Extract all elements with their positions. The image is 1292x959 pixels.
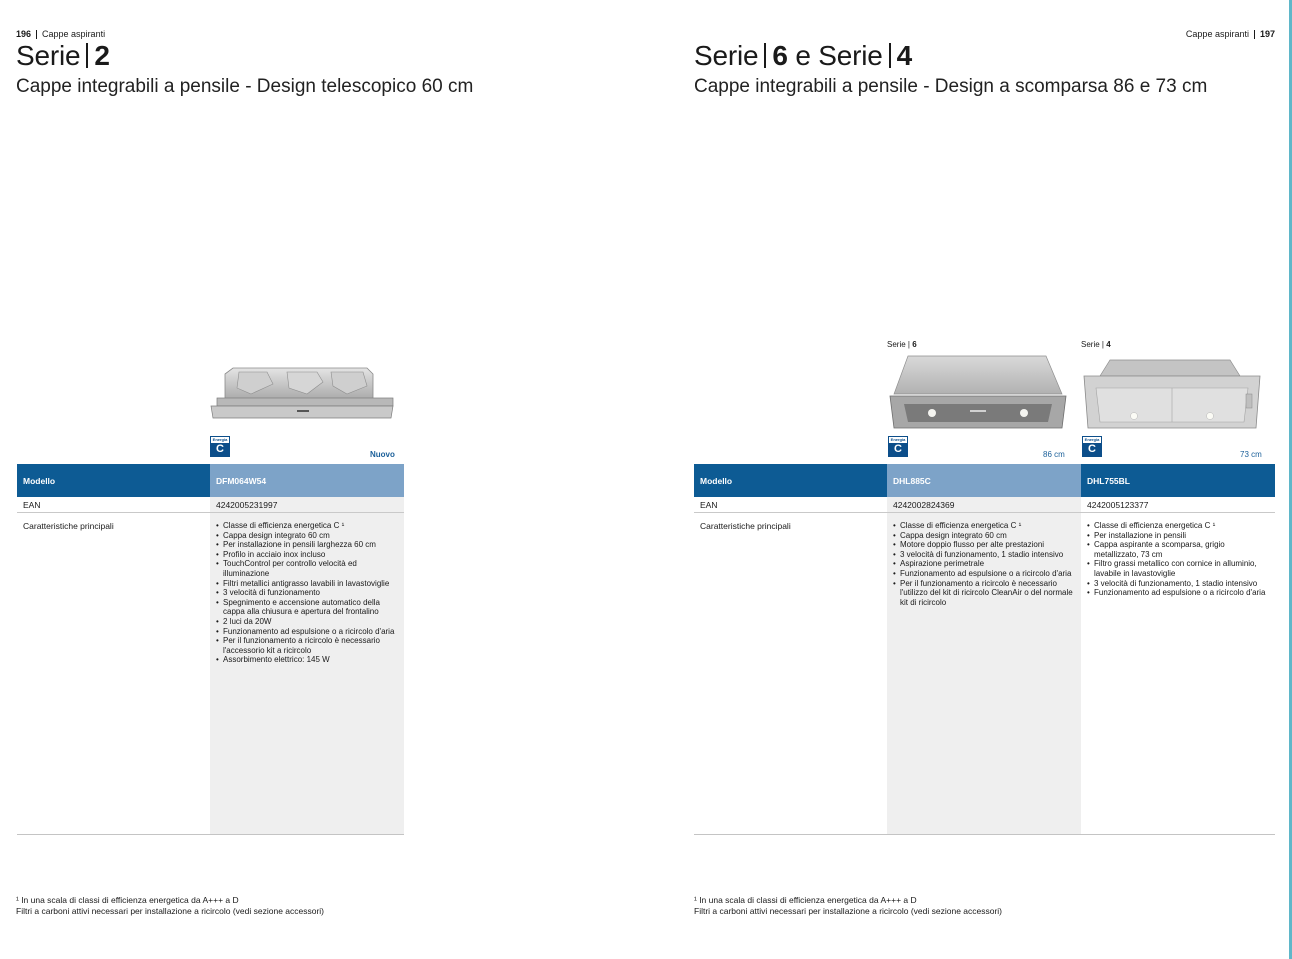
- feature-item: • Cappa design integrato 60 cm: [216, 531, 398, 541]
- feature-item: • Classe di efficienza energetica C ¹: [216, 521, 398, 531]
- model-header: Modello: [23, 476, 56, 486]
- energy-class: C: [1088, 443, 1096, 455]
- energy-label-icon: [210, 436, 230, 457]
- hood-dhl755bl-image: [1080, 358, 1264, 432]
- energy-class: C: [216, 443, 224, 455]
- model-name: DHL755BL: [1087, 476, 1130, 486]
- size-label: 73 cm: [1240, 450, 1262, 459]
- energy-label-caption: Energia: [212, 437, 228, 442]
- page-title: [694, 40, 912, 72]
- feature-item: • Per il funzionamento a ricircolo è necessario l'utilizzo del kit di ricircolo CleanAir o del normale kit di ricircolo: [893, 579, 1075, 608]
- feature-item: • Aspirazione perimetrale: [893, 559, 1075, 569]
- feature-item: • Filtro grassi metallico con cornice in alluminio, lavabile in lavastoviglie: [1087, 559, 1269, 578]
- footnote-carbon-filters: Filtri a carboni attivi necessari per installazione a ricircolo (vedi sezione accessori): [16, 905, 325, 916]
- feature-item: • Per il funzionamento a ricircolo è necessario l'accessorio kit a ricircolo: [216, 636, 398, 655]
- column-series-label: Serie | 4: [1081, 340, 1111, 349]
- new-badge: Nuovo: [370, 450, 395, 459]
- page-header: [1186, 29, 1275, 39]
- series-label-number: 6: [912, 340, 917, 349]
- features-label: Caratteristiche principali: [700, 521, 791, 531]
- section-name: Cappe aspiranti: [1185, 29, 1249, 39]
- model-name: DFM064W54: [210, 464, 404, 497]
- feature-item: • 3 velocità di funzionamento, 1 stadio intensivo: [893, 550, 1075, 560]
- model-name: DHL885C: [887, 464, 1081, 497]
- feature-list: [1081, 521, 1275, 598]
- series-label-number: 4: [1106, 340, 1111, 349]
- title-divider: [764, 43, 766, 68]
- feature-item: • Cappa aspirante a scomparsa, grigio metallizzato, 73 cm: [1087, 540, 1269, 559]
- feature-item: • Per installazione in pensili: [1087, 531, 1269, 541]
- feature-list: [210, 521, 404, 665]
- feature-item: • Profilo in acciaio inox incluso: [216, 550, 398, 560]
- footnotes: [16, 895, 324, 916]
- feature-item: • Assorbimento elettrico: 145 W: [216, 655, 398, 665]
- footnotes: [694, 895, 1002, 916]
- page-number: 196: [16, 29, 32, 39]
- title-series-number: 2: [94, 40, 110, 71]
- page-title: [16, 40, 110, 72]
- feature-item: • Funzionamento ad espulsione o a ricircolo d'aria: [216, 627, 398, 637]
- page-number: 197: [1259, 29, 1275, 39]
- footnote-carbon-filters: Filtri a carboni attivi necessari per installazione a ricircolo (vedi sezione accessori): [694, 905, 1003, 916]
- feature-item: • 2 luci da 20W: [216, 617, 398, 627]
- energy-label-icon: [888, 436, 908, 457]
- header-divider: [36, 30, 37, 39]
- title-divider: [86, 43, 88, 68]
- feature-item: • 3 velocità di funzionamento, 1 stadio intensivo: [1087, 579, 1269, 589]
- page-subtitle: Cappe integrabili a pensile - Design a scomparsa 86 e 73 cm: [694, 76, 1208, 97]
- ean-row: [694, 497, 1275, 513]
- feature-item: • Classe di efficienza energetica C ¹: [893, 521, 1075, 531]
- series-label-text: Serie: [1081, 340, 1100, 349]
- ean-value: 4242005231997: [216, 500, 278, 510]
- ean-value: 4242002824369: [893, 500, 955, 510]
- feature-item: • Filtri metallici antigrasso lavabili in lavastoviglie: [216, 579, 398, 589]
- feature-item: • Funzionamento ad espulsione o a ricircolo d'aria: [1087, 588, 1269, 598]
- feature-item: • TouchControl per controllo velocità ed illuminazione: [216, 559, 398, 578]
- table-bottom-rule: [694, 834, 1275, 835]
- energy-label-caption: Energia: [1084, 437, 1100, 442]
- table-bottom-rule: [17, 834, 404, 835]
- ean-value: 4242005123377: [1087, 500, 1149, 510]
- hood-dhl885c-image: [886, 352, 1070, 434]
- model-header: Modello: [700, 476, 733, 486]
- feature-item: • Funzionamento ad espulsione o a ricircolo d'aria: [893, 569, 1075, 579]
- right-page: [646, 0, 1292, 959]
- footnote-energy-scale: ¹ In una scala di classi di efficienza energetica da A+++ a D: [16, 895, 239, 905]
- features-label: Caratteristiche principali: [23, 521, 114, 531]
- title-prefix: Serie: [16, 40, 81, 71]
- title-joiner: e Serie: [795, 40, 883, 71]
- energy-label-icon: [1082, 436, 1102, 457]
- energy-class: C: [894, 443, 902, 455]
- feature-item: • Motore doppio flusso per alte prestazioni: [893, 540, 1075, 550]
- ean-label: EAN: [700, 500, 718, 510]
- page-subtitle: Cappe integrabili a pensile - Design telescopico 60 cm: [16, 76, 474, 97]
- feature-list: [887, 521, 1081, 607]
- feature-item: • Classe di efficienza energetica C ¹: [1087, 521, 1269, 531]
- title-divider: [889, 43, 891, 68]
- column-series-label: Serie | 6: [887, 340, 917, 349]
- title-prefix: Serie: [694, 40, 759, 71]
- header-divider: [1254, 30, 1255, 39]
- ean-label: EAN: [23, 500, 41, 510]
- series-label-text: Serie: [887, 340, 906, 349]
- section-name: Cappe aspiranti: [42, 29, 106, 39]
- telescopic-hood-image: [207, 364, 397, 426]
- energy-label-caption: Energia: [890, 437, 906, 442]
- size-label: 86 cm: [1043, 450, 1065, 459]
- footnote-energy-scale: ¹ In una scala di classi di efficienza energetica da A+++ a D: [694, 895, 917, 905]
- feature-item: • Spegnimento e accensione automatico della cappa alla chiusura e apertura del frontalino: [216, 598, 398, 617]
- feature-item: • 3 velocità di funzionamento: [216, 588, 398, 598]
- title-series-b: 4: [896, 40, 913, 71]
- feature-item: • Per installazione in pensili larghezza 60 cm: [216, 540, 398, 550]
- feature-item: • Cappa design integrato 60 cm: [893, 531, 1075, 541]
- title-series-a: 6: [772, 40, 788, 71]
- page-header: [16, 29, 105, 39]
